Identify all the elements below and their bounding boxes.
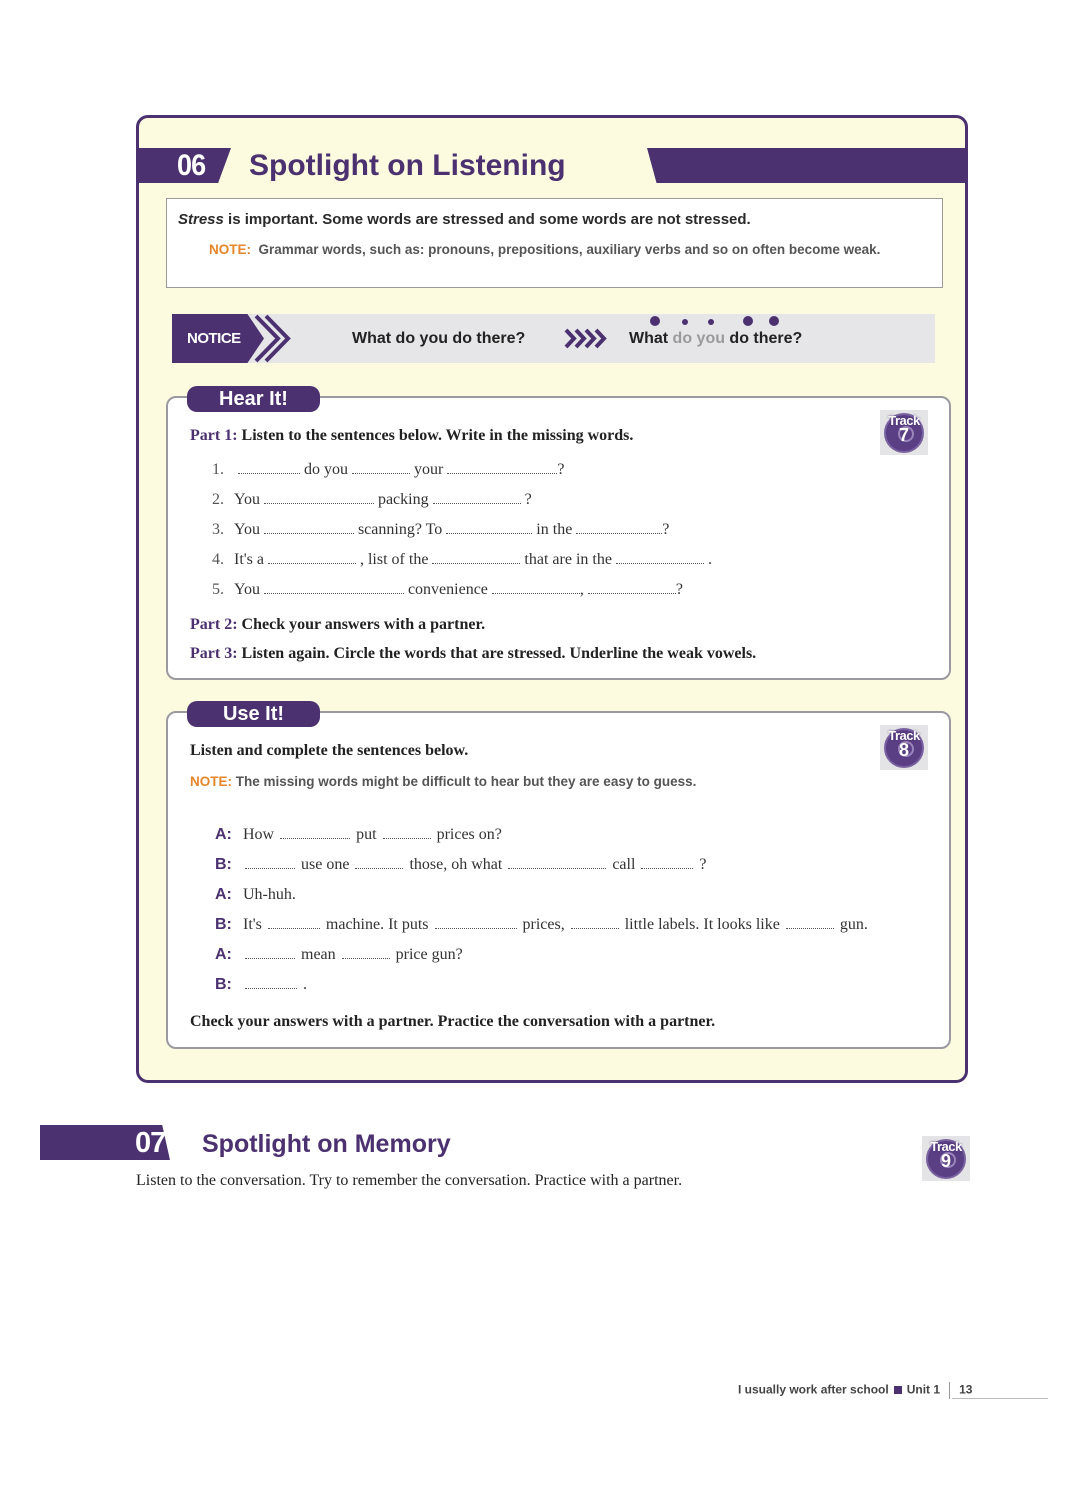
part-3-instruction xyxy=(190,645,756,663)
track-number: 8 xyxy=(898,740,909,760)
answer-blank[interactable] xyxy=(433,492,521,504)
answer-blank[interactable] xyxy=(435,917,517,929)
item-text: in the xyxy=(536,521,573,538)
item-text: , list of the xyxy=(359,551,429,568)
track-label: Track xyxy=(888,413,920,428)
note-text: Grammar words, such as: pronouns, prepositions, auxiliary verbs and so on often become weak. xyxy=(258,242,881,257)
stress-dot-small xyxy=(708,319,714,325)
track-number: 7 xyxy=(898,425,909,445)
item-text: You xyxy=(234,491,260,508)
dialogue-text: gun. xyxy=(839,916,868,933)
intro-note xyxy=(209,241,899,259)
answer-blank[interactable] xyxy=(571,917,619,929)
answer-blank[interactable] xyxy=(355,857,403,869)
answer-blank[interactable] xyxy=(641,857,693,869)
section-07-title: Spotlight on Memory xyxy=(202,1130,451,1158)
answer-blank[interactable] xyxy=(492,582,580,594)
dialogue-text: price gun? xyxy=(395,946,463,963)
dialogue-text: mean xyxy=(301,946,336,963)
note-text: The missing words might be difficult to hear but they are easy to guess. xyxy=(235,774,697,789)
item-text: ? xyxy=(675,581,684,598)
note-label: NOTE: xyxy=(190,774,232,789)
dialogue-text: little labels. It looks like xyxy=(624,916,780,933)
speaker-label: A: xyxy=(215,886,232,903)
item-text: convenience xyxy=(407,581,488,598)
footer-title: I usually work after school xyxy=(738,1382,889,1397)
part-text: Listen to the sentences below. Write in the missing words. xyxy=(241,427,634,444)
dialogue-line xyxy=(215,856,709,874)
part-text: Check your answers with a partner. xyxy=(241,616,486,633)
dialogue-text: those, oh what xyxy=(409,856,503,873)
dialogue-text: use one xyxy=(301,856,350,873)
track-9-badge[interactable] xyxy=(922,1136,970,1181)
speaker-label: A: xyxy=(215,946,232,963)
dialogue-line xyxy=(215,886,298,904)
footer-rule xyxy=(952,1398,1048,1399)
item-text: ? xyxy=(662,521,670,538)
notice-bar xyxy=(172,314,935,363)
part-label: Part 2: xyxy=(190,616,238,633)
header-band-right xyxy=(647,148,965,183)
exercise-item xyxy=(212,491,532,509)
item-text: scanning? To xyxy=(357,521,443,538)
dialogue-line xyxy=(215,946,465,964)
track-8-badge[interactable] xyxy=(880,725,928,770)
item-text: that are in the xyxy=(524,551,612,568)
item-text: packing xyxy=(377,491,429,508)
footer-unit: Unit 1 xyxy=(906,1382,941,1397)
stress-intro xyxy=(178,211,751,228)
item-number: 3. xyxy=(212,521,224,538)
answer-blank[interactable] xyxy=(238,462,300,474)
answer-blank[interactable] xyxy=(446,522,532,534)
section-07-instruction: Listen to the conversation. Try to remember the conversation. Practice with a partner. xyxy=(136,1172,683,1189)
intro-box xyxy=(166,198,943,288)
stress-dot-small xyxy=(682,319,688,325)
section-number: 06 xyxy=(177,149,206,182)
section-06-panel xyxy=(136,115,968,1083)
answer-blank[interactable] xyxy=(245,977,297,989)
answer-blank[interactable] xyxy=(280,827,350,839)
square-bullet-icon xyxy=(894,1386,902,1394)
exercise-item xyxy=(212,551,712,569)
item-text: You xyxy=(234,581,260,598)
answer-blank[interactable] xyxy=(268,552,356,564)
stressed-word: What xyxy=(629,330,673,347)
dialogue-text: Uh-huh. xyxy=(243,886,296,903)
notice-label: NOTICE xyxy=(187,330,241,347)
stress-dot-large xyxy=(769,316,779,326)
answer-blank[interactable] xyxy=(245,857,295,869)
answer-blank[interactable] xyxy=(342,947,390,959)
dialogue-text: call xyxy=(612,856,636,873)
answer-blank[interactable] xyxy=(786,917,834,929)
item-number: 1. xyxy=(212,461,224,478)
use-it-tab: Use It! xyxy=(187,701,320,727)
answer-blank[interactable] xyxy=(352,462,410,474)
dialogue-text: put xyxy=(356,826,377,843)
part-label: Part 3: xyxy=(190,645,238,662)
page-footer xyxy=(738,1382,972,1399)
section-07-number: 07 xyxy=(135,1127,166,1159)
answer-blank[interactable] xyxy=(268,917,320,929)
answer-blank[interactable] xyxy=(588,582,676,594)
answer-blank[interactable] xyxy=(264,492,374,504)
use-it-box xyxy=(166,703,951,1049)
speaker-label: B: xyxy=(215,856,232,873)
track-label: Track xyxy=(930,1139,962,1154)
weak-words: do you xyxy=(672,330,725,347)
section-06-header xyxy=(139,148,965,183)
track-number: 9 xyxy=(940,1151,951,1171)
dialogue-text: machine. It puts xyxy=(325,916,429,933)
triple-arrow-icon xyxy=(564,314,614,363)
use-it-note xyxy=(190,774,696,789)
item-text: ? xyxy=(524,491,532,508)
exercise-item xyxy=(212,461,564,479)
note-label: NOTE: xyxy=(209,242,251,257)
stress-word: Stress xyxy=(178,211,224,228)
item-text: ? xyxy=(557,461,565,478)
answer-blank[interactable] xyxy=(383,827,431,839)
item-number: 4. xyxy=(212,551,224,568)
answer-blank[interactable] xyxy=(264,522,354,534)
dialogue-text: . xyxy=(303,976,307,993)
footer-divider xyxy=(949,1382,950,1399)
dialogue-line xyxy=(215,826,504,844)
track-7-badge[interactable] xyxy=(880,410,928,455)
part-2-instruction xyxy=(190,616,485,634)
item-text: It's a xyxy=(234,551,264,568)
use-it-closing: Check your answers with a partner. Practice the conversation with a partner. xyxy=(190,1013,716,1030)
dialogue-line xyxy=(215,976,309,994)
answer-blank[interactable] xyxy=(616,552,704,564)
dialogue-text: ? xyxy=(699,856,707,873)
dialogue-text: How xyxy=(243,826,275,843)
track-label: Track xyxy=(888,728,920,743)
stress-dot-large xyxy=(743,316,753,326)
answer-blank[interactable] xyxy=(447,462,557,474)
answer-blank[interactable] xyxy=(245,947,295,959)
item-number: 2. xyxy=(212,491,224,508)
speaker-label: B: xyxy=(215,976,232,993)
item-text: your xyxy=(414,461,444,478)
chevron-double-icon xyxy=(252,314,302,363)
answer-blank[interactable] xyxy=(264,582,404,594)
speaker-label: B: xyxy=(215,916,232,933)
hear-it-tab: Hear It! xyxy=(187,386,320,412)
hear-it-box xyxy=(166,388,951,680)
item-text: , xyxy=(579,581,584,598)
item-number: 5. xyxy=(212,581,224,598)
part-text: Listen again. Circle the words that are stressed. Underline the weak vowels. xyxy=(241,645,757,662)
item-text: . xyxy=(707,551,712,568)
exercise-item xyxy=(212,581,683,599)
item-text: You xyxy=(234,521,260,538)
stressed-words: do there? xyxy=(724,330,803,347)
dialogue-text: prices, xyxy=(522,916,565,933)
answer-blank[interactable] xyxy=(432,552,520,564)
item-text: do you xyxy=(304,461,348,478)
part-1-instruction xyxy=(190,427,633,445)
notice-sentence-plain: What do you do there? xyxy=(352,330,526,347)
stress-intro-text: is important. Some words are stressed and some words are not stressed. xyxy=(223,211,751,228)
page-number: 13 xyxy=(959,1382,973,1397)
answer-blank[interactable] xyxy=(508,857,606,869)
dialogue-text: prices on? xyxy=(436,826,502,843)
dialogue-text: It's xyxy=(243,916,262,933)
stress-dot-large xyxy=(650,316,660,326)
use-it-instruction: Listen and complete the sentences below. xyxy=(190,742,469,759)
section-title: Spotlight on Listening xyxy=(249,149,566,182)
answer-blank[interactable] xyxy=(576,522,662,534)
dialogue-line xyxy=(215,916,870,934)
part-label: Part 1: xyxy=(190,427,238,444)
exercise-item xyxy=(212,521,669,539)
speaker-label: A: xyxy=(215,826,232,843)
